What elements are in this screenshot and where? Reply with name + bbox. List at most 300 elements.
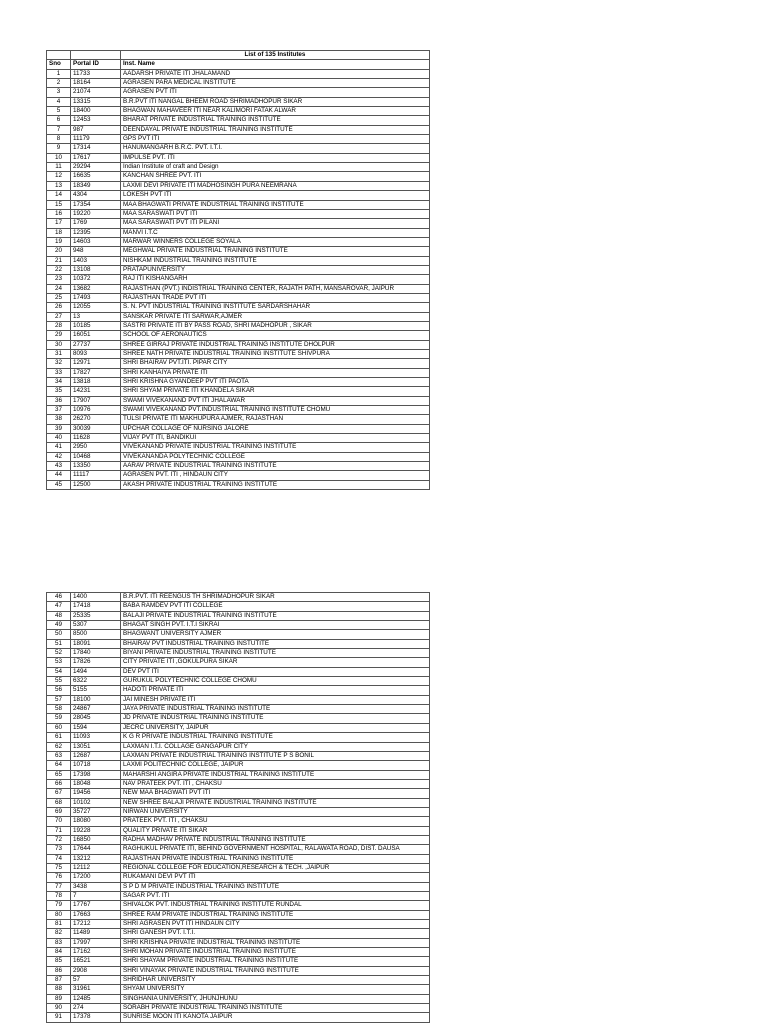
cell-sno: 83: [47, 938, 71, 947]
cell-inst-name: NEW MAA BHAGWATI PVT ITI: [121, 789, 430, 798]
cell-portal-id: 17398: [71, 770, 121, 779]
cell-portal-id: 17997: [71, 938, 121, 947]
cell-inst-name: CITY PRIVATE ITI ,GOKULPURA SIKAR: [121, 658, 430, 667]
cell-portal-id: 18400: [71, 107, 121, 116]
table-row: [47, 359, 430, 368]
institutes-table-2: [46, 592, 430, 1023]
cell-inst-name: RUKAMANI DEVI PVT ITI: [121, 873, 430, 882]
cell-sno: 59: [47, 714, 71, 723]
table-row: [47, 293, 430, 302]
cell-portal-id: 17840: [71, 649, 121, 658]
table-row: [47, 275, 430, 284]
cell-inst-name: AGRASEN PVT. ITI , HINDAUN CITY: [121, 471, 430, 480]
cell-inst-name: LAXMI DEVI PRIVATE ITI MADHOSINGH PURA NEEMRANA: [121, 181, 430, 190]
cell-sno: 48: [47, 611, 71, 620]
cell-portal-id: 11489: [71, 929, 121, 938]
cell-portal-id: 11628: [71, 434, 121, 443]
cell-portal-id: 987: [71, 125, 121, 134]
cell-portal-id: 17418: [71, 602, 121, 611]
cell-inst-name: SHRI KANHAIYA PRIVATE ITI: [121, 368, 430, 377]
cell-portal-id: 13: [71, 312, 121, 321]
cell-sno: 36: [47, 396, 71, 405]
cell-sno: 1: [47, 69, 71, 78]
cell-inst-name: SHRI AGRASEN PVT ITI HINDAUN CITY: [121, 920, 430, 929]
table-row: [47, 69, 430, 78]
cell-inst-name: NISHKAM INDUSTRIAL TRAINING INSTITUTE: [121, 256, 430, 265]
cell-portal-id: 31961: [71, 985, 121, 994]
cell-sno: 52: [47, 649, 71, 658]
cell-inst-name: SHRI BHAIRAV PVT.ITI. PIPAR CITY: [121, 359, 430, 368]
table-row: [47, 602, 430, 611]
table-row: [47, 845, 430, 854]
cell-portal-id: 10372: [71, 275, 121, 284]
cell-sno: 8: [47, 135, 71, 144]
cell-portal-id: 12395: [71, 228, 121, 237]
cell-portal-id: 17493: [71, 293, 121, 302]
cell-portal-id: 17767: [71, 901, 121, 910]
cell-portal-id: 29294: [71, 163, 121, 172]
cell-inst-name: SHREE GIRRAJ PRIVATE INDUSTRIAL TRAINING INSTITUTE DHOLPUR: [121, 340, 430, 349]
cell-inst-name: BALAJI PRIVATE INDUSTRIAL TRAINING INSTITUTE: [121, 611, 430, 620]
cell-sno: 44: [47, 471, 71, 480]
cell-sno: 24: [47, 284, 71, 293]
table-row: [47, 153, 430, 162]
cell-inst-name: LOKESH PVT ITI: [121, 191, 430, 200]
cell-portal-id: 17617: [71, 153, 121, 162]
cell-sno: 49: [47, 621, 71, 630]
table-row: [47, 97, 430, 106]
cell-inst-name: DEENDAYAL PRIVATE INDUSTRIAL TRAINING INSTITUTE: [121, 125, 430, 134]
cell-portal-id: 35727: [71, 807, 121, 816]
cell-sno: 28: [47, 321, 71, 330]
cell-sno: 5: [47, 107, 71, 116]
cell-sno: 2: [47, 79, 71, 88]
cell-portal-id: 8500: [71, 630, 121, 639]
cell-sno: 11: [47, 163, 71, 172]
cell-inst-name: VIJAY PVT ITI, BANDIKUI: [121, 434, 430, 443]
cell-portal-id: 13350: [71, 462, 121, 471]
cell-inst-name: SHREE RAM PRIVATE INDUSTRIAL TRAINING INSTITUTE: [121, 910, 430, 919]
table-row: [47, 135, 430, 144]
cell-portal-id: 25335: [71, 611, 121, 620]
table-row: [47, 303, 430, 312]
table-row: [47, 966, 430, 975]
cell-portal-id: 1400: [71, 593, 121, 602]
cell-portal-id: 1594: [71, 723, 121, 732]
table-row: [47, 910, 430, 919]
cell-sno: 46: [47, 593, 71, 602]
cell-portal-id: 17826: [71, 658, 121, 667]
cell-inst-name: RAJ ITI KISHANGARH: [121, 275, 430, 284]
table-row: [47, 1013, 430, 1022]
cell-portal-id: 26270: [71, 415, 121, 424]
table-row: [47, 985, 430, 994]
cell-sno: 17: [47, 219, 71, 228]
table-row: [47, 976, 430, 985]
cell-sno: 68: [47, 798, 71, 807]
table-row: [47, 1004, 430, 1013]
table-row: [47, 621, 430, 630]
table-row: [47, 798, 430, 807]
cell-portal-id: 17354: [71, 200, 121, 209]
table-row: [47, 789, 430, 798]
cell-inst-name: AKASH PRIVATE INDUSTRIAL TRAINING INSTITUTE: [121, 480, 430, 489]
cell-sno: 42: [47, 452, 71, 461]
cell-inst-name: BABA RAMDEV PVT ITI COLLEGE: [121, 602, 430, 611]
cell-portal-id: 21074: [71, 88, 121, 97]
cell-inst-name: PRATAPUNIVERSITY: [121, 265, 430, 274]
cell-portal-id: 10976: [71, 406, 121, 415]
cell-portal-id: 17827: [71, 368, 121, 377]
cell-inst-name: AADARSH PRIVATE ITI JHALAMAND: [121, 69, 430, 78]
table-row: [47, 163, 430, 172]
institutes-table-1: [46, 50, 430, 490]
cell-sno: 50: [47, 630, 71, 639]
cell-sno: 75: [47, 863, 71, 872]
cell-portal-id: 10102: [71, 798, 121, 807]
cell-inst-name: RAGHUKUL PRIVATE ITI, BEHIND GOVERNMENT HOSPITAL, RALAWATA ROAD, DIST. DAUSA: [121, 845, 430, 854]
cell-sno: 27: [47, 312, 71, 321]
cell-inst-name: SHREE NATH PRIVATE INDUSTRIAL TRAINING INSTITUTE SHIVPURA: [121, 350, 430, 359]
cell-sno: 64: [47, 761, 71, 770]
cell-portal-id: 12971: [71, 359, 121, 368]
cell-inst-name: SHRI KRISHNA GYANDEEP PVT ITI PAOTA: [121, 378, 430, 387]
cell-portal-id: 30039: [71, 424, 121, 433]
cell-inst-name: HADOTI PRIVATE ITI: [121, 686, 430, 695]
table-row: [47, 658, 430, 667]
cell-inst-name: VIVEKANANDA POLYTECHNIC COLLEGE: [121, 452, 430, 461]
table-row: [47, 770, 430, 779]
cell-inst-name: BHAGWAN MAHAVEER ITI NEAR KALIMORI FATAK ALWAR: [121, 107, 430, 116]
cell-portal-id: 16521: [71, 957, 121, 966]
cell-sno: 21: [47, 256, 71, 265]
cell-sno: 34: [47, 378, 71, 387]
cell-portal-id: 2950: [71, 443, 121, 452]
cell-portal-id: 19228: [71, 826, 121, 835]
table-row: [47, 639, 430, 648]
cell-inst-name: SHRI GANESH PVT. I.T.I.: [121, 929, 430, 938]
cell-portal-id: 12500: [71, 480, 121, 489]
table-row: [47, 826, 430, 835]
cell-portal-id: 18048: [71, 779, 121, 788]
table-row: [47, 340, 430, 349]
table-row: [47, 471, 430, 480]
table-row: [47, 714, 430, 723]
cell-portal-id: 17212: [71, 920, 121, 929]
table-row: [47, 723, 430, 732]
cell-sno: 47: [47, 602, 71, 611]
table-row: [47, 901, 430, 910]
table-row: [47, 387, 430, 396]
cell-portal-id: 17378: [71, 1013, 121, 1022]
table-row: [47, 331, 430, 340]
cell-inst-name: SHRI MOHAN PRIVATE INDUSTRIAL TRAINING INSTITUTE: [121, 948, 430, 957]
cell-inst-name: PRATEEK PVT. ITI , CHAKSU: [121, 817, 430, 826]
table-row: [47, 882, 430, 891]
cell-portal-id: 13818: [71, 378, 121, 387]
cell-portal-id: 13212: [71, 854, 121, 863]
cell-inst-name: SHRI SHAYAM PRIVATE INDUSTRIAL TRAINING INSTITUTE: [121, 957, 430, 966]
cell-sno: 90: [47, 1004, 71, 1013]
cell-sno: 61: [47, 733, 71, 742]
cell-sno: 22: [47, 265, 71, 274]
cell-inst-name: JAYA PRIVATE INDUSTRIAL TRAINING INSTITUTE: [121, 705, 430, 714]
cell-sno: 86: [47, 966, 71, 975]
table-row: [47, 125, 430, 134]
table-row: [47, 452, 430, 461]
table-row: [47, 191, 430, 200]
cell-portal-id: 19456: [71, 789, 121, 798]
column-header-sno: Sno: [47, 60, 71, 69]
cell-portal-id: 17314: [71, 144, 121, 153]
table-title-row: [47, 51, 430, 60]
cell-inst-name: MAA BHAGWATI PRIVATE INDUSTRIAL TRAINING INSTITUTE: [121, 200, 430, 209]
cell-sno: 56: [47, 686, 71, 695]
cell-sno: 31: [47, 350, 71, 359]
table-row: [47, 172, 430, 181]
cell-inst-name: MANVI I.T.C: [121, 228, 430, 237]
cell-sno: 41: [47, 443, 71, 452]
cell-inst-name: SHRI VINAYAK PRIVATE INDUSTRIAL TRAINING INSTITUTE: [121, 966, 430, 975]
cell-sno: 70: [47, 817, 71, 826]
cell-portal-id: 18164: [71, 79, 121, 88]
cell-sno: 62: [47, 742, 71, 751]
cell-sno: 43: [47, 462, 71, 471]
table-row: [47, 779, 430, 788]
table-row: [47, 751, 430, 760]
cell-inst-name: K G R PRIVATE INDUSTRIAL TRAINING INSTITUTE: [121, 733, 430, 742]
table-row: [47, 761, 430, 770]
cell-inst-name: NEW SHREE BALAJI PRIVATE INDUSTRIAL TRAINING INSTITUTE: [121, 798, 430, 807]
cell-portal-id: 12112: [71, 863, 121, 872]
cell-inst-name: BIYANI PRIVATE INDUSTRIAL TRAINING INSTITUTE: [121, 649, 430, 658]
table-row: [47, 630, 430, 639]
cell-sno: 60: [47, 723, 71, 732]
column-header-portal-id: Portal ID: [71, 60, 121, 69]
table-row: [47, 920, 430, 929]
cell-portal-id: 5155: [71, 686, 121, 695]
table-row: [47, 611, 430, 620]
cell-portal-id: 11733: [71, 69, 121, 78]
cell-portal-id: 11117: [71, 471, 121, 480]
table-row: [47, 368, 430, 377]
cell-sno: 35: [47, 387, 71, 396]
cell-sno: 6: [47, 116, 71, 125]
cell-sno: 30: [47, 340, 71, 349]
cell-portal-id: 6322: [71, 677, 121, 686]
table-row: [47, 256, 430, 265]
table-row: [47, 938, 430, 947]
table-row: [47, 994, 430, 1003]
cell-sno: 26: [47, 303, 71, 312]
cell-sno: 53: [47, 658, 71, 667]
cell-portal-id: 10718: [71, 761, 121, 770]
cell-sno: 78: [47, 892, 71, 901]
table-row: [47, 948, 430, 957]
cell-sno: 12: [47, 172, 71, 181]
cell-inst-name: SAGAR PVT. ITI: [121, 892, 430, 901]
cell-inst-name: LAXMAN I.T.I. COLLAGE GANGAPUR CITY: [121, 742, 430, 751]
cell-portal-id: 14231: [71, 387, 121, 396]
cell-sno: 9: [47, 144, 71, 153]
cell-sno: 65: [47, 770, 71, 779]
cell-sno: 54: [47, 667, 71, 676]
cell-portal-id: 17162: [71, 948, 121, 957]
cell-portal-id: 12055: [71, 303, 121, 312]
table-row: [47, 312, 430, 321]
cell-sno: 10: [47, 153, 71, 162]
table-header-row: [47, 60, 430, 69]
table-row: [47, 957, 430, 966]
table-row: [47, 88, 430, 97]
cell-sno: 32: [47, 359, 71, 368]
cell-inst-name: RAJASTHAN (PVT.) INDISTRIAL TRAINING CENTER, RAJATH PATH, MANSAROVAR, JAIPUR: [121, 284, 430, 293]
table-title-spacer: [47, 51, 71, 60]
table-row: [47, 144, 430, 153]
cell-inst-name: NAV PRATEEK PVT. ITI , CHAKSU: [121, 779, 430, 788]
cell-portal-id: 5307: [71, 621, 121, 630]
table-row: [47, 219, 430, 228]
cell-portal-id: 16635: [71, 172, 121, 181]
table-row: [47, 807, 430, 816]
cell-inst-name: B.R.PVT ITI NANGAL BHEEM ROAD SHRIMADHOPUR SIKAR: [121, 97, 430, 106]
cell-sno: 16: [47, 209, 71, 218]
cell-inst-name: AGRASEN PVT ITI: [121, 88, 430, 97]
cell-portal-id: 18100: [71, 695, 121, 704]
table-row: [47, 247, 430, 256]
cell-portal-id: 16850: [71, 835, 121, 844]
cell-sno: 72: [47, 835, 71, 844]
cell-inst-name: LAXMI POLITECHNIC COLLEGE, JAIPUR: [121, 761, 430, 770]
table-row: [47, 863, 430, 872]
cell-inst-name: SHYAM UNIVERSITY: [121, 985, 430, 994]
table-title: List of 135 Institutes: [121, 51, 430, 60]
cell-inst-name: AARAV PRIVATE INDUSTRIAL TRAINING INSTITUTE: [121, 462, 430, 471]
cell-inst-name: HANUMANGARH B.R.C. PVT. I.T.I.: [121, 144, 430, 153]
cell-portal-id: 274: [71, 1004, 121, 1013]
table-row: [47, 434, 430, 443]
cell-sno: 63: [47, 751, 71, 760]
table-row: [47, 209, 430, 218]
cell-sno: 18: [47, 228, 71, 237]
cell-sno: 88: [47, 985, 71, 994]
cell-inst-name: BHAGAT SINGH PVT. I.T.I SIKRAI: [121, 621, 430, 630]
cell-sno: 7: [47, 125, 71, 134]
cell-portal-id: 19220: [71, 209, 121, 218]
column-header-inst-name: Inst. Name: [121, 60, 430, 69]
cell-portal-id: 16051: [71, 331, 121, 340]
cell-inst-name: MARWAR WINNERS COLLEGE SOYALA: [121, 237, 430, 246]
cell-portal-id: 1494: [71, 667, 121, 676]
cell-inst-name: SUNRISE MOON ITI KANOTA JAIPUR: [121, 1013, 430, 1022]
cell-portal-id: 18080: [71, 817, 121, 826]
table-row: [47, 649, 430, 658]
cell-inst-name: REGIONAL COLLEGE FOR EDUCATION,RESEARCH & TECH. ,JAIPUR: [121, 863, 430, 872]
cell-sno: 91: [47, 1013, 71, 1022]
table-row: [47, 350, 430, 359]
cell-inst-name: QUALITY PRIVATE ITI SIKAR: [121, 826, 430, 835]
cell-portal-id: 18091: [71, 639, 121, 648]
cell-portal-id: 14603: [71, 237, 121, 246]
cell-portal-id: 1769: [71, 219, 121, 228]
table-row: [47, 321, 430, 330]
cell-sno: 76: [47, 873, 71, 882]
cell-portal-id: 10185: [71, 321, 121, 330]
table-row: [47, 854, 430, 863]
table-row: [47, 424, 430, 433]
cell-sno: 58: [47, 705, 71, 714]
table-row: [47, 686, 430, 695]
cell-sno: 23: [47, 275, 71, 284]
cell-portal-id: 17644: [71, 845, 121, 854]
cell-inst-name: SCHOOL OF AERONAUTICS: [121, 331, 430, 340]
table-row: [47, 107, 430, 116]
cell-inst-name: SHRIDHAR UNIVERSITY: [121, 976, 430, 985]
table-row: [47, 181, 430, 190]
cell-sno: 25: [47, 293, 71, 302]
cell-portal-id: 7: [71, 892, 121, 901]
cell-portal-id: 17907: [71, 396, 121, 405]
cell-inst-name: BHAGWANT UNIVERSITY AJMER: [121, 630, 430, 639]
table-row: [47, 200, 430, 209]
cell-portal-id: 28045: [71, 714, 121, 723]
cell-sno: 3: [47, 88, 71, 97]
cell-sno: 89: [47, 994, 71, 1003]
cell-inst-name: NIRWAN UNIVERSITY: [121, 807, 430, 816]
cell-portal-id: 24867: [71, 705, 121, 714]
table-row: [47, 480, 430, 489]
cell-sno: 66: [47, 779, 71, 788]
cell-inst-name: MAHARSHI ANGIRA PRIVATE INDUSTRIAL TRAINING INSTITUTE: [121, 770, 430, 779]
table-row: [47, 443, 430, 452]
cell-portal-id: 2908: [71, 966, 121, 975]
cell-inst-name: BHAIRAV PVT INDUSTRIAL TRAINING INSTUTITE: [121, 639, 430, 648]
cell-portal-id: 27737: [71, 340, 121, 349]
cell-portal-id: 13315: [71, 97, 121, 106]
cell-sno: 84: [47, 948, 71, 957]
cell-sno: 39: [47, 424, 71, 433]
cell-portal-id: 11093: [71, 733, 121, 742]
cell-inst-name: MAA SARASWATI PVT ITI PILANI: [121, 219, 430, 228]
table-row: [47, 695, 430, 704]
cell-sno: 20: [47, 247, 71, 256]
table-row: [47, 667, 430, 676]
cell-sno: 69: [47, 807, 71, 816]
cell-portal-id: 17200: [71, 873, 121, 882]
cell-sno: 13: [47, 181, 71, 190]
table-row: [47, 873, 430, 882]
cell-sno: 80: [47, 910, 71, 919]
cell-sno: 82: [47, 929, 71, 938]
cell-inst-name: GURUKUL POLYTECHNIC COLLEGE CHOMU: [121, 677, 430, 686]
cell-sno: 37: [47, 406, 71, 415]
cell-portal-id: 13108: [71, 265, 121, 274]
cell-inst-name: SORABH PRIVATE INDUSTRIAL TRAINING INSTITUTE: [121, 1004, 430, 1013]
cell-inst-name: DEV PVT ITI: [121, 667, 430, 676]
cell-inst-name: SINGHANIA UNIVERSITY, JHUNJHUNU: [121, 994, 430, 1003]
cell-inst-name: TULSI PRIVATE ITI MAKHUPURA AJMER, RAJASTHAN: [121, 415, 430, 424]
table-row: [47, 79, 430, 88]
cell-portal-id: 12687: [71, 751, 121, 760]
cell-portal-id: 948: [71, 247, 121, 256]
table-row: [47, 406, 430, 415]
table-row: [47, 892, 430, 901]
cell-portal-id: 12485: [71, 994, 121, 1003]
cell-inst-name: LAXMAN PRIVATE INDUSTRIAL TRAINING INSTITUTE P S BONIL: [121, 751, 430, 760]
cell-inst-name: SWAMI VIVEKANAND PVT.INDUSTRIAL TRAINING INSTITUTE CHOMU: [121, 406, 430, 415]
table-row: [47, 378, 430, 387]
cell-inst-name: VIVEKANAND PRIVATE INDUSTRIAL TRAINING INSTITUTE: [121, 443, 430, 452]
